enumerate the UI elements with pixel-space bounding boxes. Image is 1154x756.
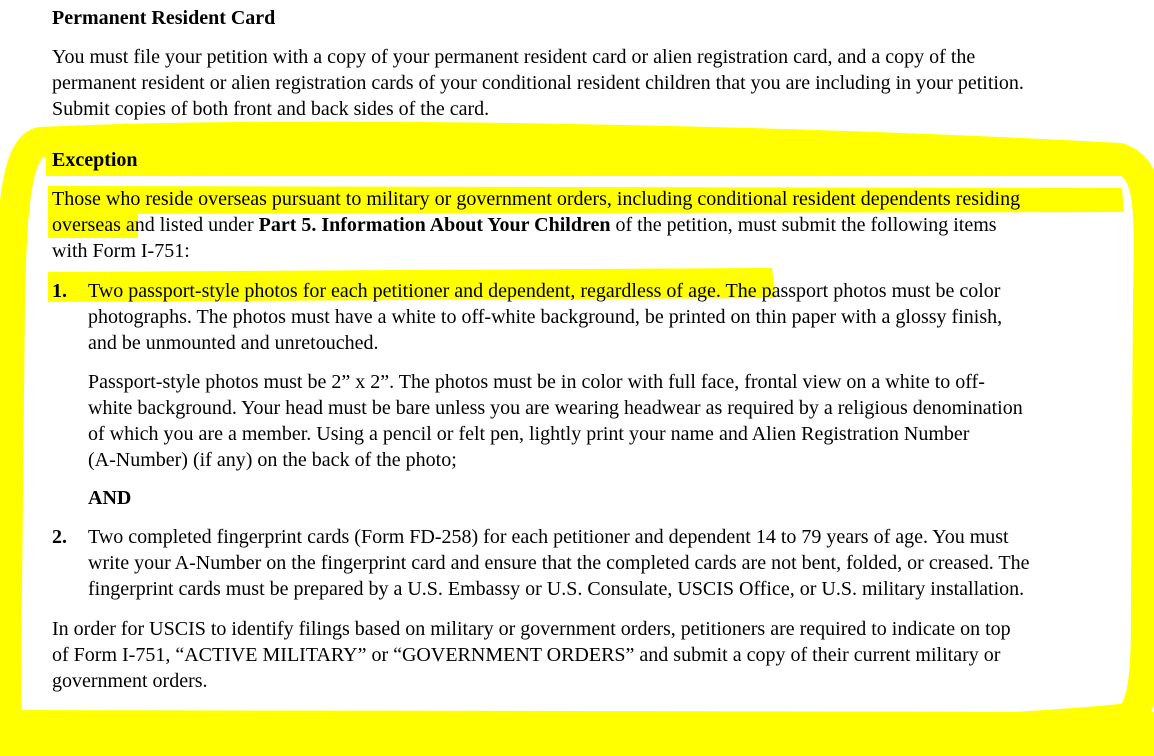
item1-sub-line-3: of which you are a member. Using a pencil or felt pen, lightly print your name and Alien Registration Number <box>88 423 970 445</box>
exception-intro-line-2 <box>52 212 997 238</box>
item1-line-1: Two passport-style photos for each petitioner and dependent, regardless of age. The passport photos must be color <box>88 280 1001 302</box>
item1-line-2: photographs. The photos must have a white to off-white background, be printed on thin paper with a glossy finish, <box>88 306 1003 328</box>
section1-line-2: permanent resident or alien registration cards of your conditional resident children that you are including in your petition. <box>52 72 1024 94</box>
exception-heading: Exception <box>52 149 138 171</box>
item2-line-1: Two completed fingerprint cards (Form FD-258) for each petitioner and dependent 14 to 79 years of age. You must <box>88 526 1009 548</box>
marker-bottom-band <box>0 710 1154 756</box>
and-connector: AND <box>88 487 132 509</box>
closing-line-1: In order for USCIS to identify filings based on military or government orders, petitioners are required to indicate on top <box>52 618 1011 640</box>
item1-sub-line-4: (A-Number) (if any) on the back of the photo; <box>88 449 457 471</box>
item1-number: 1. <box>52 280 67 302</box>
permanent-resident-card-heading: Permanent Resident Card <box>52 7 276 29</box>
exception-intro-line-3: with Form I-751: <box>52 240 190 262</box>
intro-line2-part-a: overseas and listed under <box>52 214 259 236</box>
marker-exception-heading <box>46 148 1126 176</box>
intro-line2-part-b: of the petition, must submit the following items <box>610 214 997 236</box>
closing-line-2: of Form I-751, “ACTIVE MILITARY” or “GOVERNMENT ORDERS” and submit a copy of their current military or <box>52 644 1001 666</box>
item1-line-3: and be unmounted and unretouched. <box>88 332 379 354</box>
closing-line-3: government orders. <box>52 670 208 692</box>
item2-line-3: fingerprint cards must be prepared by a U.S. Embassy or U.S. Consulate, USCIS Office, or U.S. military installation. <box>88 578 1025 600</box>
item1-sub-line-2: white background. Your head must be bare unless you are wearing headwear as required by a religious denomination <box>88 397 1023 419</box>
item1-sub-line-1: Passport-style photos must be 2” x 2”. The photos must be in color with full face, frontal view on a white to off- <box>88 371 985 393</box>
item2-line-2: write your A-Number on the fingerprint card and ensure that the completed cards are not bent, folded, or creased. The <box>88 552 1030 574</box>
section1-line-3: Submit copies of both front and back sides of the card. <box>52 98 490 120</box>
part5-reference: Part 5. Information About Your Children <box>258 214 611 236</box>
item2-number: 2. <box>52 526 67 548</box>
exception-intro-line-1: Those who reside overseas pursuant to military or government orders, including conditional resident dependents residing <box>52 188 1021 210</box>
section1-line-1: You must file your petition with a copy of your permanent resident card or alien registration card, and a copy of the <box>52 46 976 68</box>
